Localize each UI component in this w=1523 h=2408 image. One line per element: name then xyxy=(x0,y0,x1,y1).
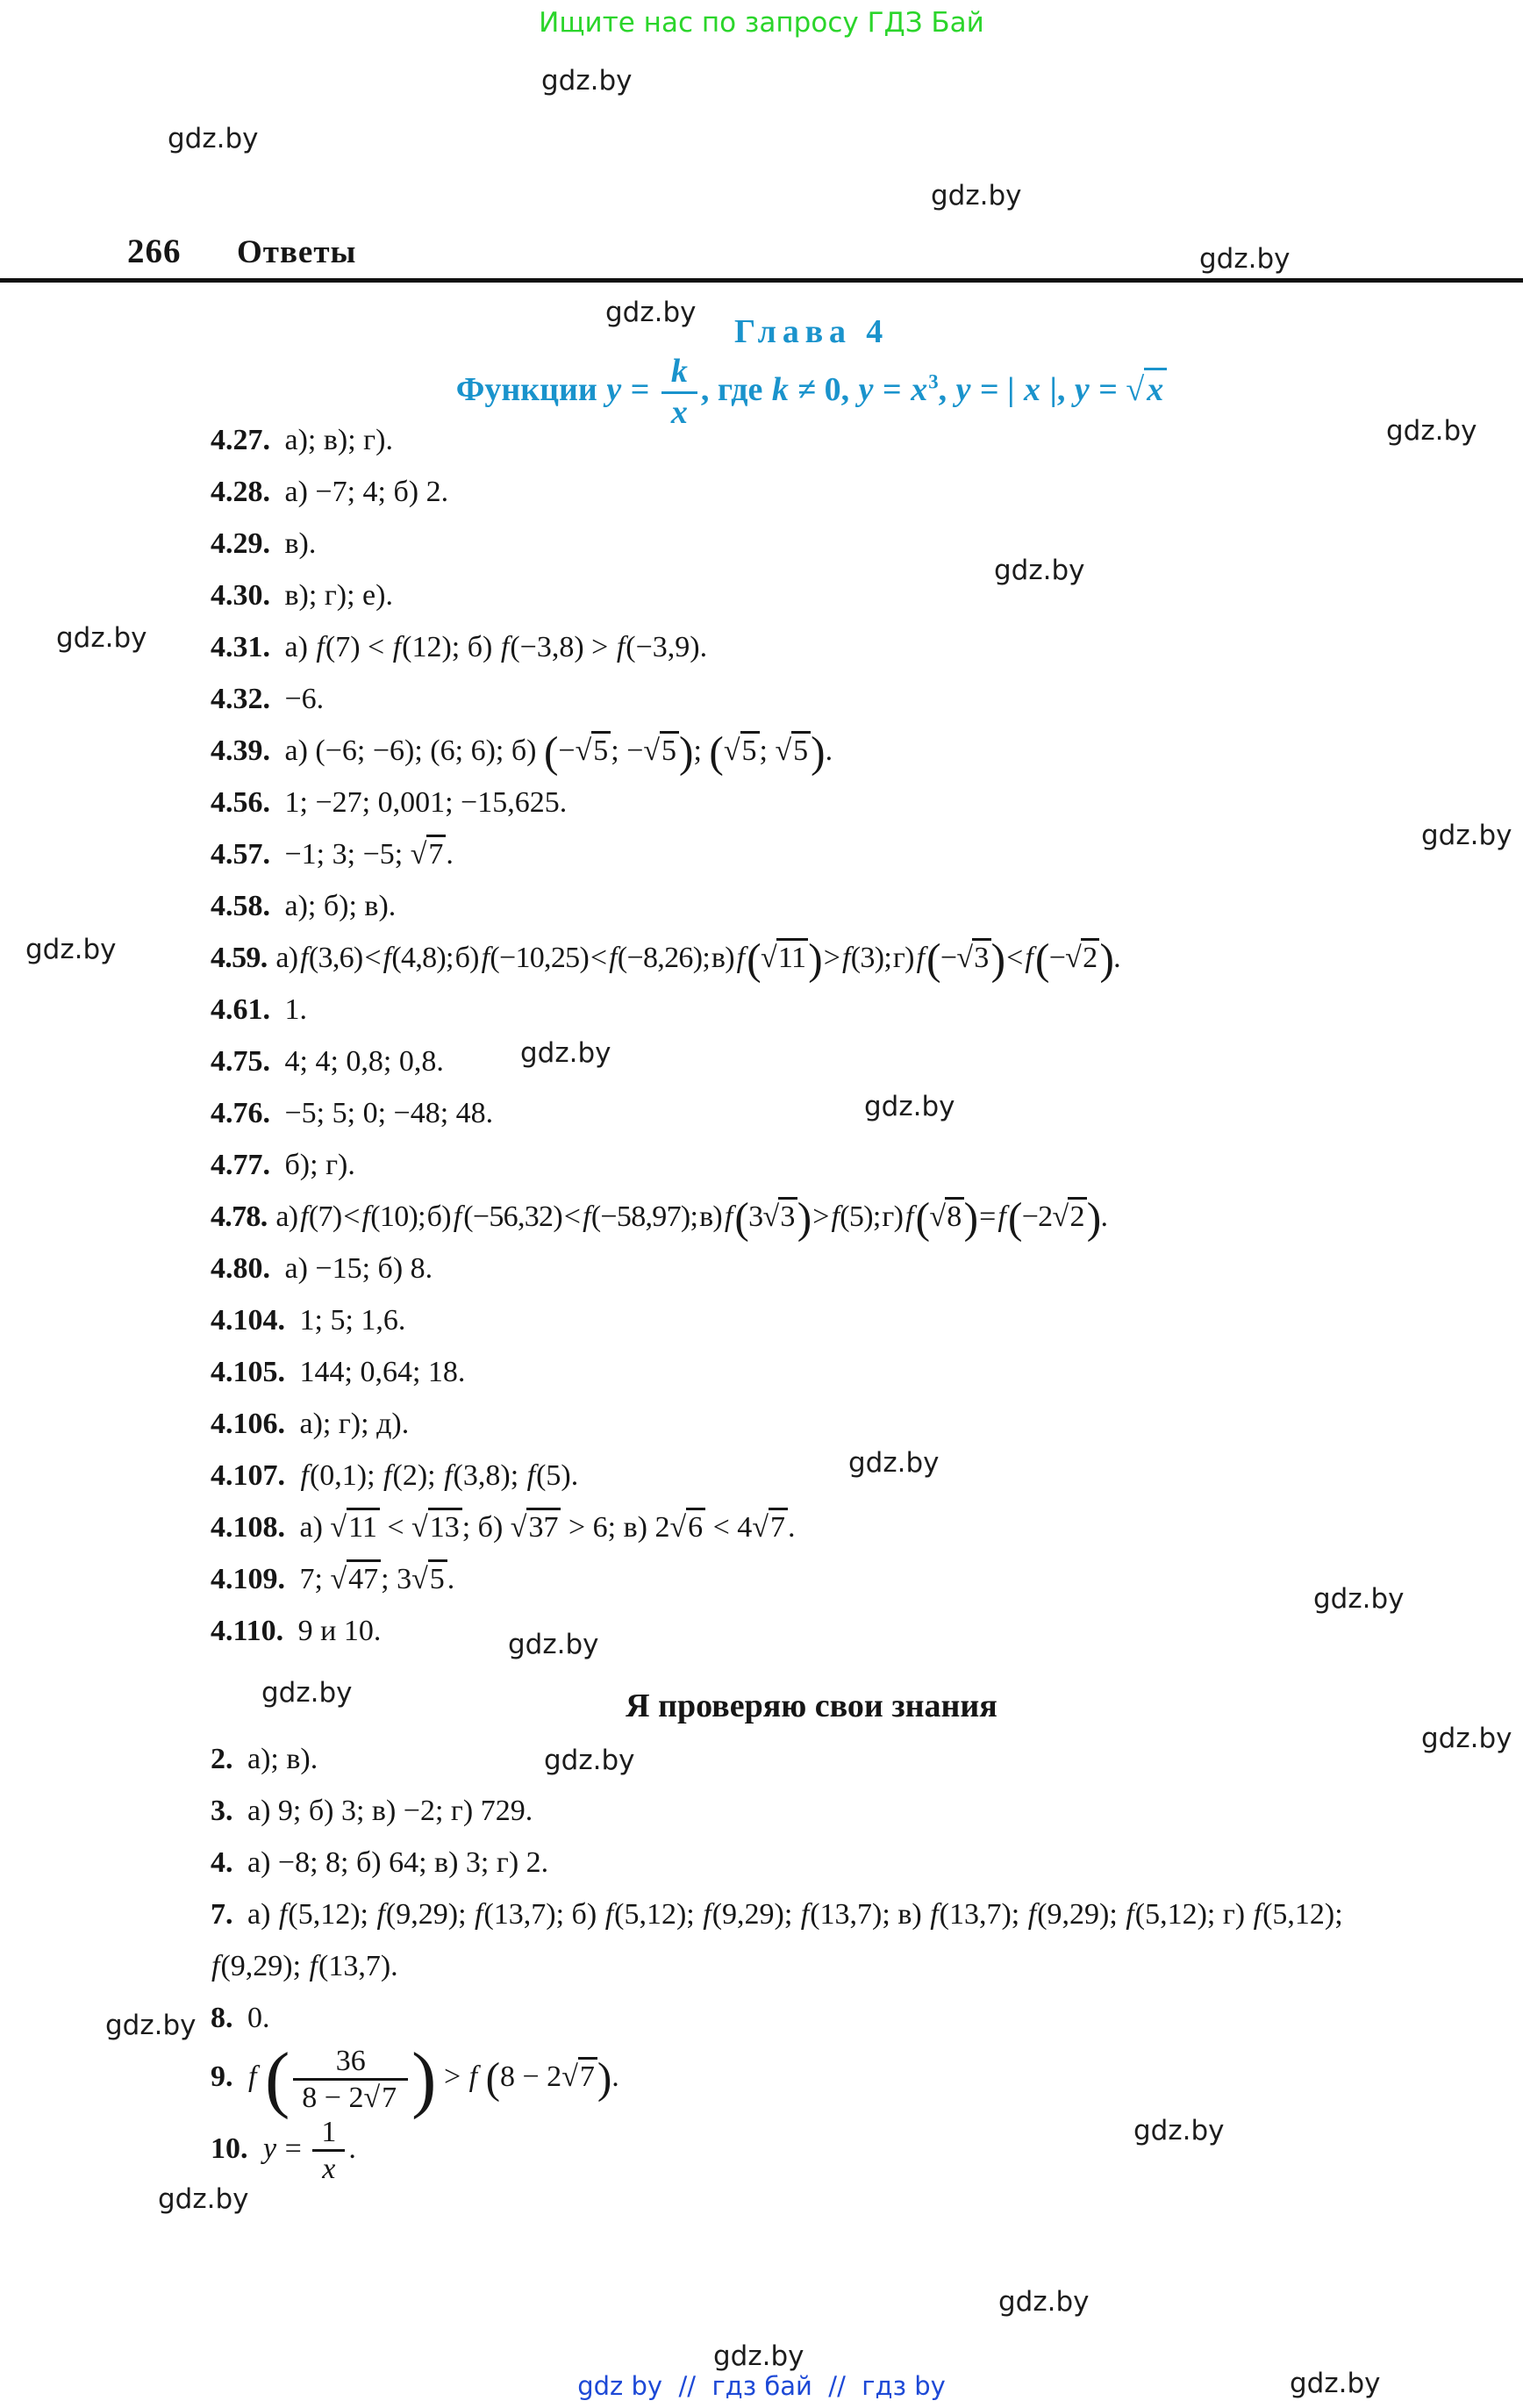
answer-number: 4.32. xyxy=(211,683,270,715)
answer-body: а); в); г). xyxy=(284,424,393,456)
answer-body: б); г). xyxy=(284,1149,355,1181)
answer-body: а) (−6; −6); (6; 6); б) (−√5; −√5); (√5; √5). xyxy=(284,727,833,777)
watermark: gdz.by xyxy=(605,297,697,328)
answer-body: а) f(3,6) < f(4,8); б) f(−10,25) < f(−8,26); в) f (√11) > f(3); г) f (−√3) < f (−√2). xyxy=(275,935,1120,984)
answer-number: 4.106. xyxy=(211,1408,285,1440)
answer-line xyxy=(211,570,1412,621)
answer-body: а); в). xyxy=(247,1743,318,1775)
answer-number: 8. xyxy=(211,2002,233,2034)
answer-number: 4.109. xyxy=(211,1563,285,1595)
answer-line xyxy=(211,1294,1412,1346)
answer-body: 9 и 10. xyxy=(297,1615,382,1647)
check-heading: Я проверяю свои знания xyxy=(626,1688,997,1724)
answers-main xyxy=(211,414,1412,1657)
answer-body: 1; −27; 0,001; −15,625. xyxy=(284,786,568,819)
answer-number: 4.56. xyxy=(211,786,270,819)
answer-line xyxy=(211,466,1412,518)
answer-body: 4; 4; 0,8; 0,8. xyxy=(284,1045,444,1078)
answer-body: 1. xyxy=(284,993,307,1026)
watermark: gdz.by xyxy=(848,1447,940,1479)
answer-body: 144; 0,64; 18. xyxy=(299,1356,466,1388)
answer-body: y = $\frac{1}{x}$ . xyxy=(263,2116,356,2186)
answer-number: 4.80. xyxy=(211,1252,270,1285)
answer-line xyxy=(211,2115,1412,2186)
answer-line xyxy=(211,777,1412,828)
answer-number: 4.107. xyxy=(211,1459,285,1492)
answer-number: 4.29. xyxy=(211,527,270,560)
answer-line xyxy=(211,2038,1412,2121)
answer-number: 4.57. xyxy=(211,838,270,871)
answer-body: f ( $\frac{36}{8 - 2√7}$ ) > f (8 − 2√7). xyxy=(248,2038,619,2121)
answer-line xyxy=(211,984,1412,1036)
chapter-title: Глава 4 xyxy=(733,313,890,350)
answer-line xyxy=(211,725,1412,777)
answer-number: 4.77. xyxy=(211,1149,270,1181)
watermark: gdz.by xyxy=(520,1037,611,1069)
answer-number: 4.110. xyxy=(211,1615,284,1647)
answer-body: 0. xyxy=(247,2002,270,2034)
answer-line xyxy=(211,1346,1412,1398)
header-rule xyxy=(0,278,1523,283)
answer-number: 4. xyxy=(211,1846,233,1879)
answer-line xyxy=(211,1087,1412,1139)
watermark: gdz.by xyxy=(261,1677,353,1709)
answer-number: 4.78. xyxy=(211,1200,268,1233)
answer-body: а) 9; б) 3; в) −2; г) 729. xyxy=(247,1795,533,1827)
answer-number: 4.108. xyxy=(211,1511,285,1544)
watermark: gdz.by xyxy=(544,1745,635,1776)
answer-number: 4.30. xyxy=(211,579,270,612)
answer-line xyxy=(211,1733,1412,1785)
watermark: gdz.by xyxy=(994,555,1085,586)
answer-number: 2. xyxy=(211,1743,233,1775)
watermark: gdz.by xyxy=(541,65,633,97)
answer-number: 4.39. xyxy=(211,735,270,767)
answer-line xyxy=(211,518,1412,570)
answer-line xyxy=(211,1553,1412,1605)
answer-body: −5; 5; 0; −48; 48. xyxy=(284,1097,494,1129)
answer-body: f(0,1); f(2); f(3,8); f(5). xyxy=(300,1459,579,1492)
watermark: gdz.by xyxy=(56,622,147,654)
answer-body: а) √11 < √13; б) √37 > 6; в) 2√6 < 4√7. xyxy=(300,1508,796,1544)
answer-body: а) −15; б) 8. xyxy=(284,1252,433,1285)
answer-body: −6. xyxy=(284,683,325,715)
answer-number: 3. xyxy=(211,1795,233,1827)
answer-line xyxy=(211,1398,1412,1450)
answer-number: 4.31. xyxy=(211,631,270,663)
chapter-formula: Функции y = $\frac{k}{x}$ , где k ≠ 0, $y = x^3$, y = | x |, y = √x xyxy=(456,371,1168,408)
answer-number: 4.27. xyxy=(211,424,270,456)
answer-body: а) −8; 8; б) 64; в) 3; г) 2. xyxy=(247,1846,549,1879)
watermark: gdz.by xyxy=(1133,2115,1225,2146)
answer-line xyxy=(211,1191,1412,1243)
answer-line xyxy=(211,1992,1412,2044)
watermark: gdz.by xyxy=(25,934,117,965)
answer-body: 7; √47; 3√5. xyxy=(300,1559,455,1595)
answer-number: 4.75. xyxy=(211,1045,270,1078)
answer-body: а); г); д). xyxy=(299,1408,410,1440)
watermark: gdz.by xyxy=(998,2286,1090,2318)
watermark: gdz.by xyxy=(168,123,259,154)
answer-body: 1; 5; 1,6. xyxy=(299,1304,406,1337)
watermark: gdz.by xyxy=(1386,415,1477,447)
answer-line xyxy=(211,1785,1412,1837)
answer-number: 7. xyxy=(211,1898,233,1931)
running-head: Ответы xyxy=(237,234,357,270)
watermark: gdz.by xyxy=(1290,2368,1381,2399)
watermark: gdz.by xyxy=(105,2010,197,2041)
watermark: gdz.by xyxy=(713,2340,804,2372)
answer-line xyxy=(211,1036,1412,1087)
answer-body: а) f(7) < f(10); б) f (−56,32) < f(−58,97); в) f (3√3) > f(5); г) f (√8) = f (−2√2). xyxy=(275,1193,1108,1243)
answer-line xyxy=(211,1450,1412,1501)
answer-number: 10. xyxy=(211,2132,248,2165)
answer-number: 4.104. xyxy=(211,1304,285,1337)
watermark: gdz.by xyxy=(158,2183,249,2215)
answer-line xyxy=(211,932,1412,984)
watermark: gdz.by xyxy=(1313,1583,1405,1615)
watermark: gdz.by xyxy=(1421,1723,1512,1754)
watermark: gdz.by xyxy=(864,1091,955,1122)
watermark: gdz.by xyxy=(1199,243,1291,275)
answer-body: −1; 3; −5; √7. xyxy=(285,835,454,871)
answer-body: а) f(5,12); f(9,29); f(13,7); б) f(5,12); f(9,29); f(13,7); в) f(13,7); f(9,29); f(5,12); г) f(5,12); f(9,29); f(13,7). xyxy=(211,1898,1343,1982)
answer-number: 4.59. xyxy=(211,942,268,974)
answer-line xyxy=(211,1139,1412,1191)
answer-line xyxy=(211,414,1412,466)
answer-line xyxy=(211,1888,1412,1992)
promo-banner: Ищите нас по запросу ГДЗ Бай xyxy=(539,7,984,39)
answer-number: 4.58. xyxy=(211,890,270,922)
answer-number: 4.61. xyxy=(211,993,270,1026)
answer-line xyxy=(211,1501,1412,1553)
answer-line xyxy=(211,1243,1412,1294)
answer-body: а); б); в). xyxy=(284,890,397,922)
answer-number: 4.105. xyxy=(211,1356,285,1388)
answer-body: а) −7; 4; б) 2. xyxy=(284,476,449,508)
answers-check xyxy=(211,1733,1412,2186)
answer-line xyxy=(211,673,1412,725)
answer-body: а) f(7) < f(12); б) f(−3,8) > f(−3,9). xyxy=(284,631,708,663)
answer-body: в); г); е). xyxy=(284,579,393,612)
answer-body: в). xyxy=(284,527,317,560)
answer-line xyxy=(211,621,1412,673)
answer-line xyxy=(211,1837,1412,1888)
answer-number: 9. xyxy=(211,2060,233,2094)
watermark: gdz.by xyxy=(931,180,1022,211)
page-number: 266 xyxy=(127,233,182,270)
footer-links: gdz by // гдз бай // гдз by xyxy=(577,2371,946,2401)
answer-number: 4.28. xyxy=(211,476,270,508)
answer-line xyxy=(211,880,1412,932)
answer-line xyxy=(211,1605,1412,1657)
watermark: gdz.by xyxy=(508,1629,599,1660)
answer-number: 4.76. xyxy=(211,1097,270,1129)
watermark: gdz.by xyxy=(1421,820,1512,851)
answer-line xyxy=(211,828,1412,880)
